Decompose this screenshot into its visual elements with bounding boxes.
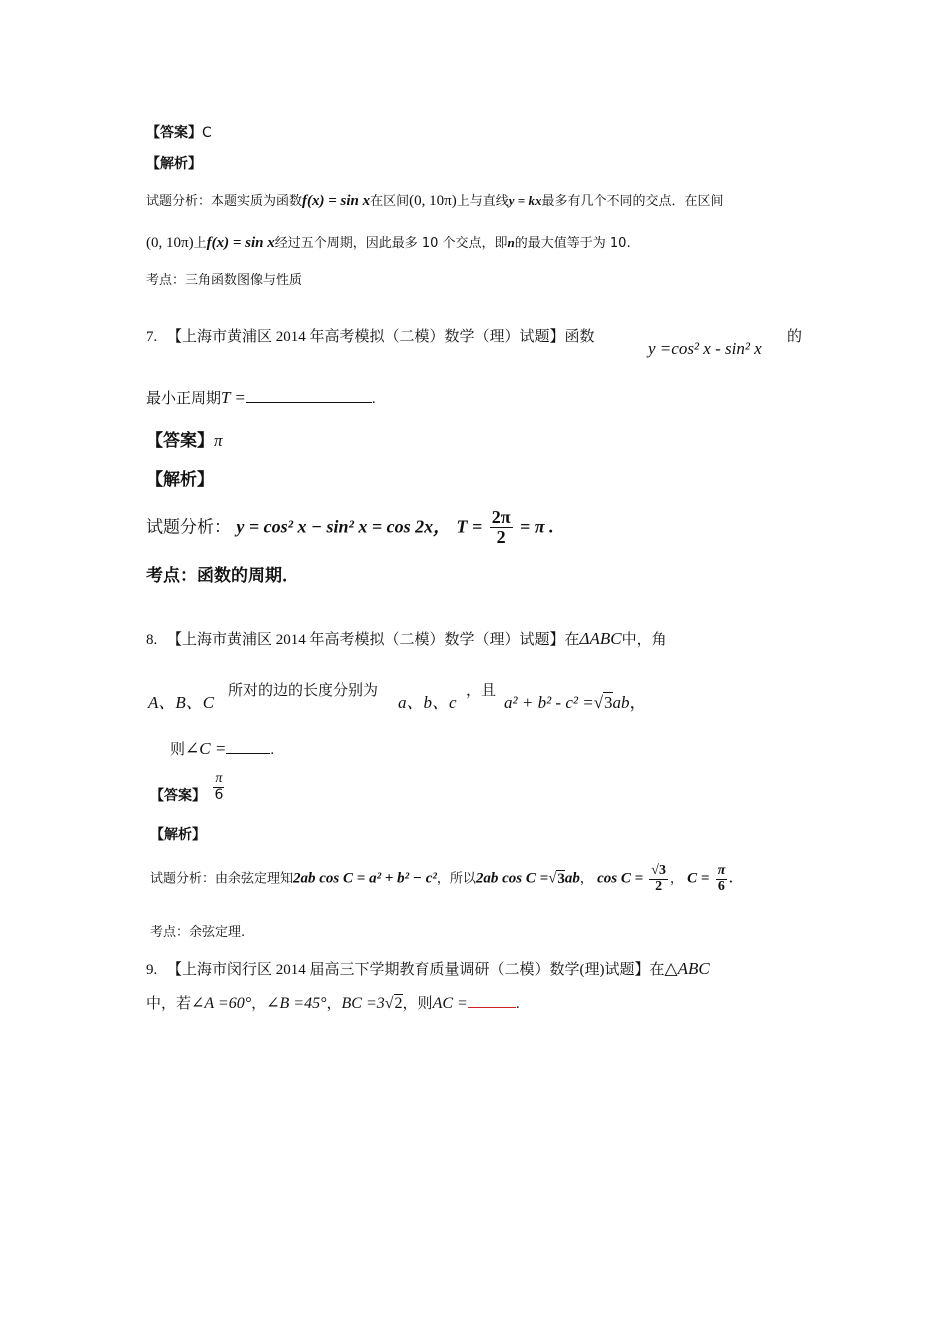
q7-analysis-text: 试题分析： (146, 517, 231, 538)
q9-sep-1: ， (251, 996, 267, 1012)
q9-angle-B: ∠B =45° (266, 995, 327, 1012)
q6-analysis-fx-2: f(x) = sin x (206, 235, 275, 251)
q9-number: 9. (146, 962, 158, 978)
q8-analysis-eq2-tail: ab (564, 870, 580, 887)
q7-formula-tail: 的 (787, 329, 803, 345)
q9-BC: BC =3 (341, 995, 385, 1012)
q6-analysis-text-2a: 上 (193, 236, 207, 251)
q8-triangle: ΔABC (579, 629, 622, 648)
q6-analysis-line2 (146, 236, 631, 251)
q9-triangle: △ABC (664, 959, 710, 978)
q9-line2: 中，若∠A =60°，∠B =45°，BC =3√2，则AC = . (146, 995, 520, 1012)
q6-answer (146, 126, 212, 140)
q8-analysis-text-b: ，所以 (436, 871, 476, 887)
q6-kaodian: 考点：三角函数图像与性质 (146, 273, 303, 288)
q8-analysis-eq1: 2ab cos C = a² + b² − c² (293, 870, 437, 887)
q9-AC: AC = (432, 995, 468, 1012)
q8-line3-end: . (270, 742, 275, 758)
q8-analysis-C: C = (687, 870, 710, 887)
q7-answer-value: π (214, 431, 223, 450)
q8-analysis-C-num: π (717, 863, 726, 878)
q7-analysis-fraction (490, 508, 513, 547)
q8-source-tail: 中，角 (621, 632, 667, 648)
q6-analysis-text-1d: 最多有几个不同的交点．在区间 (541, 194, 724, 209)
q8-analysis-sep-2: ， (669, 871, 683, 887)
q6-analysis-text-1c: 上与直线 (456, 194, 509, 209)
q9-source: 【上海市闵行区 2014 届高三下学期教育质量调研（二模）数学(理)试题】在 (167, 962, 665, 978)
q8-answer (150, 771, 227, 805)
q8-kaodian: 考点：余弦定理. (150, 925, 246, 940)
q6-analysis-text-2c: 的最大值等于为 10. (514, 236, 631, 251)
q6-analysis-line1 (146, 194, 723, 209)
q8-line2-text: 所对的边的长度分别为 (228, 683, 379, 699)
q6-analysis-ykx: y = kx (508, 193, 542, 208)
q8-answer-label: 【答案】 (150, 788, 206, 805)
q8-analysis-end: . (729, 870, 733, 886)
q8-vertices: A、B、C (148, 693, 215, 712)
q8-blank (226, 752, 270, 754)
q6-analysis-interval-1: (0, 10π) (409, 193, 457, 209)
q8-line2-and: ，且 (466, 683, 497, 699)
q6-analysis-n: n (507, 235, 515, 250)
q9-blank (468, 1006, 516, 1008)
q8-number: 8. (146, 632, 158, 648)
q7-analysis-T: T = (456, 516, 483, 537)
q8-analysis-label: 【解析】 (150, 827, 206, 843)
q7-analysis-formula: y = cos² x − sin² x = cos 2x， (236, 516, 452, 537)
q8-sides: a、b、c (398, 693, 457, 712)
q7-line2-text: 最小正周期 (146, 391, 222, 407)
q8-analysis-eq2: 2ab cos C = (475, 870, 549, 887)
q7-blank (246, 401, 372, 403)
q8-line3-text: 则 (170, 742, 186, 758)
q9-sep-2: ， (326, 996, 342, 1012)
q8-eq-end: ， (629, 693, 647, 712)
q8-analysis-line: 试题分析：由余弦定理知2ab cos C = a² + b² − c²，所以2ab cos C =√3ab， cos C = $\frac{√3}{2}$ ， C = $\frac{\pi}{6}$ . (150, 863, 733, 894)
q7-line2 (146, 389, 376, 407)
q7-analysis-fraction-den: 2 (496, 526, 506, 547)
q9-source-line (146, 960, 710, 978)
q9-angle-A: ∠A =60° (191, 995, 252, 1012)
q8-line3 (170, 740, 274, 758)
q8-line2-eq: a² + b² - c² =√3ab， (504, 693, 647, 712)
q7-line2-end: . (371, 391, 376, 407)
q6-analysis-text-1a: 试题分析：本题实质为函数 (146, 194, 303, 209)
q7-formula-expr: y =cos² x - sin² x (648, 339, 762, 358)
q7-source: 【上海市黄浦区 2014 年高考模拟（二模）数学（理）试题】函数 (167, 329, 595, 345)
q8-analysis-C-den: 6 (717, 878, 725, 894)
q9-line2-then: ，则 (402, 996, 433, 1012)
q8-answer-fraction (212, 772, 225, 802)
q7-kaodian: 考点：函数的周期． (146, 566, 299, 586)
q9-line2-text: 中，若 (146, 996, 192, 1012)
q6-analysis-text-2b: 经过五个周期，因此最多 10 个交点，即 (274, 236, 508, 251)
q9-line2-end: . (515, 996, 520, 1012)
q8-answer-den: 6 (214, 786, 224, 803)
q8-analysis-cos: cos C = (597, 870, 644, 887)
q8-source-line (146, 630, 667, 648)
q6-analysis-label: 【解析】 (146, 156, 202, 172)
q7-source-line (146, 330, 595, 345)
q6-analysis-interval-2: (0, 10π) (146, 235, 194, 251)
q7-answer-label: 【答案】 (146, 431, 214, 451)
q8-line2-abc (148, 694, 214, 711)
q8-analysis-text-a: 试题分析：由余弦定理知 (150, 871, 294, 887)
q8-analysis-cos-num: √3 (651, 863, 666, 878)
q7-number: 7. (146, 329, 158, 345)
q8-analysis-radicand: 3 (557, 870, 565, 887)
q7-analysis-end: = π . (519, 516, 554, 537)
q6-answer-value: C (202, 125, 212, 141)
q6-analysis-text-1b: 在区间 (370, 194, 410, 209)
q8-line2-sides (398, 694, 457, 711)
q8-eq-radicand: 3 (604, 693, 613, 712)
q8-eq-left: a² + b² - c² = (504, 693, 594, 712)
q6-answer-label: 【答案】 (146, 125, 202, 141)
q7-line2-T: T = (221, 388, 246, 407)
q8-eq-ab: ab (612, 693, 630, 712)
q7-analysis-line (146, 508, 554, 547)
q8-source: 【上海市黄浦区 2014 年高考模拟（二模）数学（理）试题】在 (167, 632, 580, 648)
q8-line3-angle: ∠C = (185, 739, 227, 758)
q8-analysis-sep-1: ， (579, 871, 593, 887)
q7-analysis-fraction-num: 2π (491, 507, 511, 527)
q8-analysis-C-fraction (716, 864, 728, 894)
q7-answer (146, 432, 223, 450)
q8-answer-num: π (215, 771, 223, 786)
q8-analysis-cos-den: 2 (655, 878, 663, 894)
q7-formula (648, 340, 762, 357)
q6-analysis-fx: f(x) = sin x (302, 193, 371, 209)
q9-BC-radicand: 2 (394, 995, 403, 1012)
q8-analysis-cos-fraction (649, 864, 668, 894)
q7-analysis-label: 【解析】 (146, 470, 214, 490)
